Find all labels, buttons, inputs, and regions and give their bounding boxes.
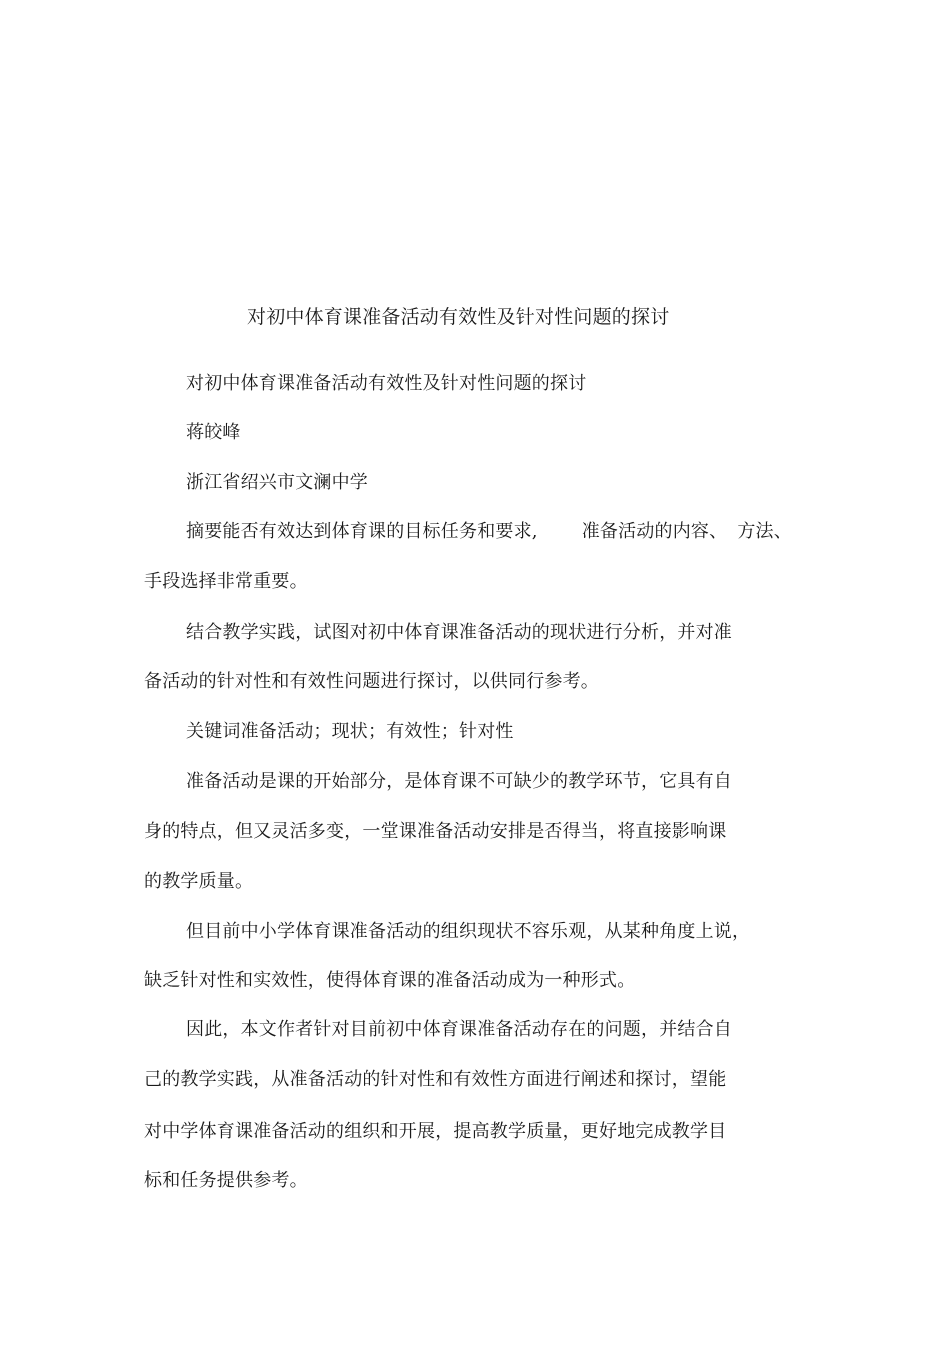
abstract-segment-a: 摘要能否有效达到体育课的目标任务和要求,: [186, 521, 538, 542]
paragraph-2-line-3: 的教学质量。: [144, 871, 254, 892]
article-heading: 对初中体育课准备活动有效性及针对性问题的探讨: [186, 373, 587, 394]
paragraph-3-line-1: 但目前中小学体育课准备活动的组织现状不容乐观，从某种角度上说，: [186, 921, 751, 942]
author-name: 蒋皎峰: [186, 422, 241, 443]
paragraph-2-line-1: 准备活动是课的开始部分，是体育课不可缺少的教学环节，它具有自: [186, 771, 732, 792]
paragraph-2-line-2: 身的特点，但又灵活多变，一堂课准备活动安排是否得当，将直接影响课: [144, 821, 727, 842]
paragraph-4-line-1: 因此，本文作者针对目前初中体育课准备活动存在的问题，并结合自: [186, 1019, 732, 1040]
paragraph-1-line-1: 结合教学实践，试图对初中体育课准备活动的现状进行分析，并对准: [186, 622, 732, 643]
document-title: 对初中体育课准备活动有效性及针对性问题的探讨: [247, 306, 670, 328]
keywords-line: 关键词准备活动；现状；有效性；针对性: [186, 721, 514, 742]
paragraph-4-line-3: 对中学体育课准备活动的组织和开展，提高教学质量，更好地完成教学目: [144, 1121, 727, 1142]
abstract-segment-c: 方法、: [737, 521, 792, 542]
abstract-segment-b: 准备活动的内容、: [581, 521, 728, 542]
abstract-line-2: 手段选择非常重要。: [144, 571, 308, 592]
abstract-line-1: [186, 520, 792, 544]
paragraph-1-line-2: 备活动的针对性和有效性问题进行探讨，以供同行参考。: [144, 671, 599, 692]
paragraph-3-line-2: 缺乏针对性和实效性，使得体育课的准备活动成为一种形式。: [144, 970, 636, 991]
paragraph-4-line-4: 标和任务提供参考。: [144, 1170, 308, 1191]
paragraph-4-line-2: 己的教学实践，从准备活动的针对性和有效性方面进行阐述和探讨，望能: [144, 1069, 727, 1090]
author-affiliation: 浙江省绍兴市文澜中学: [186, 472, 368, 493]
